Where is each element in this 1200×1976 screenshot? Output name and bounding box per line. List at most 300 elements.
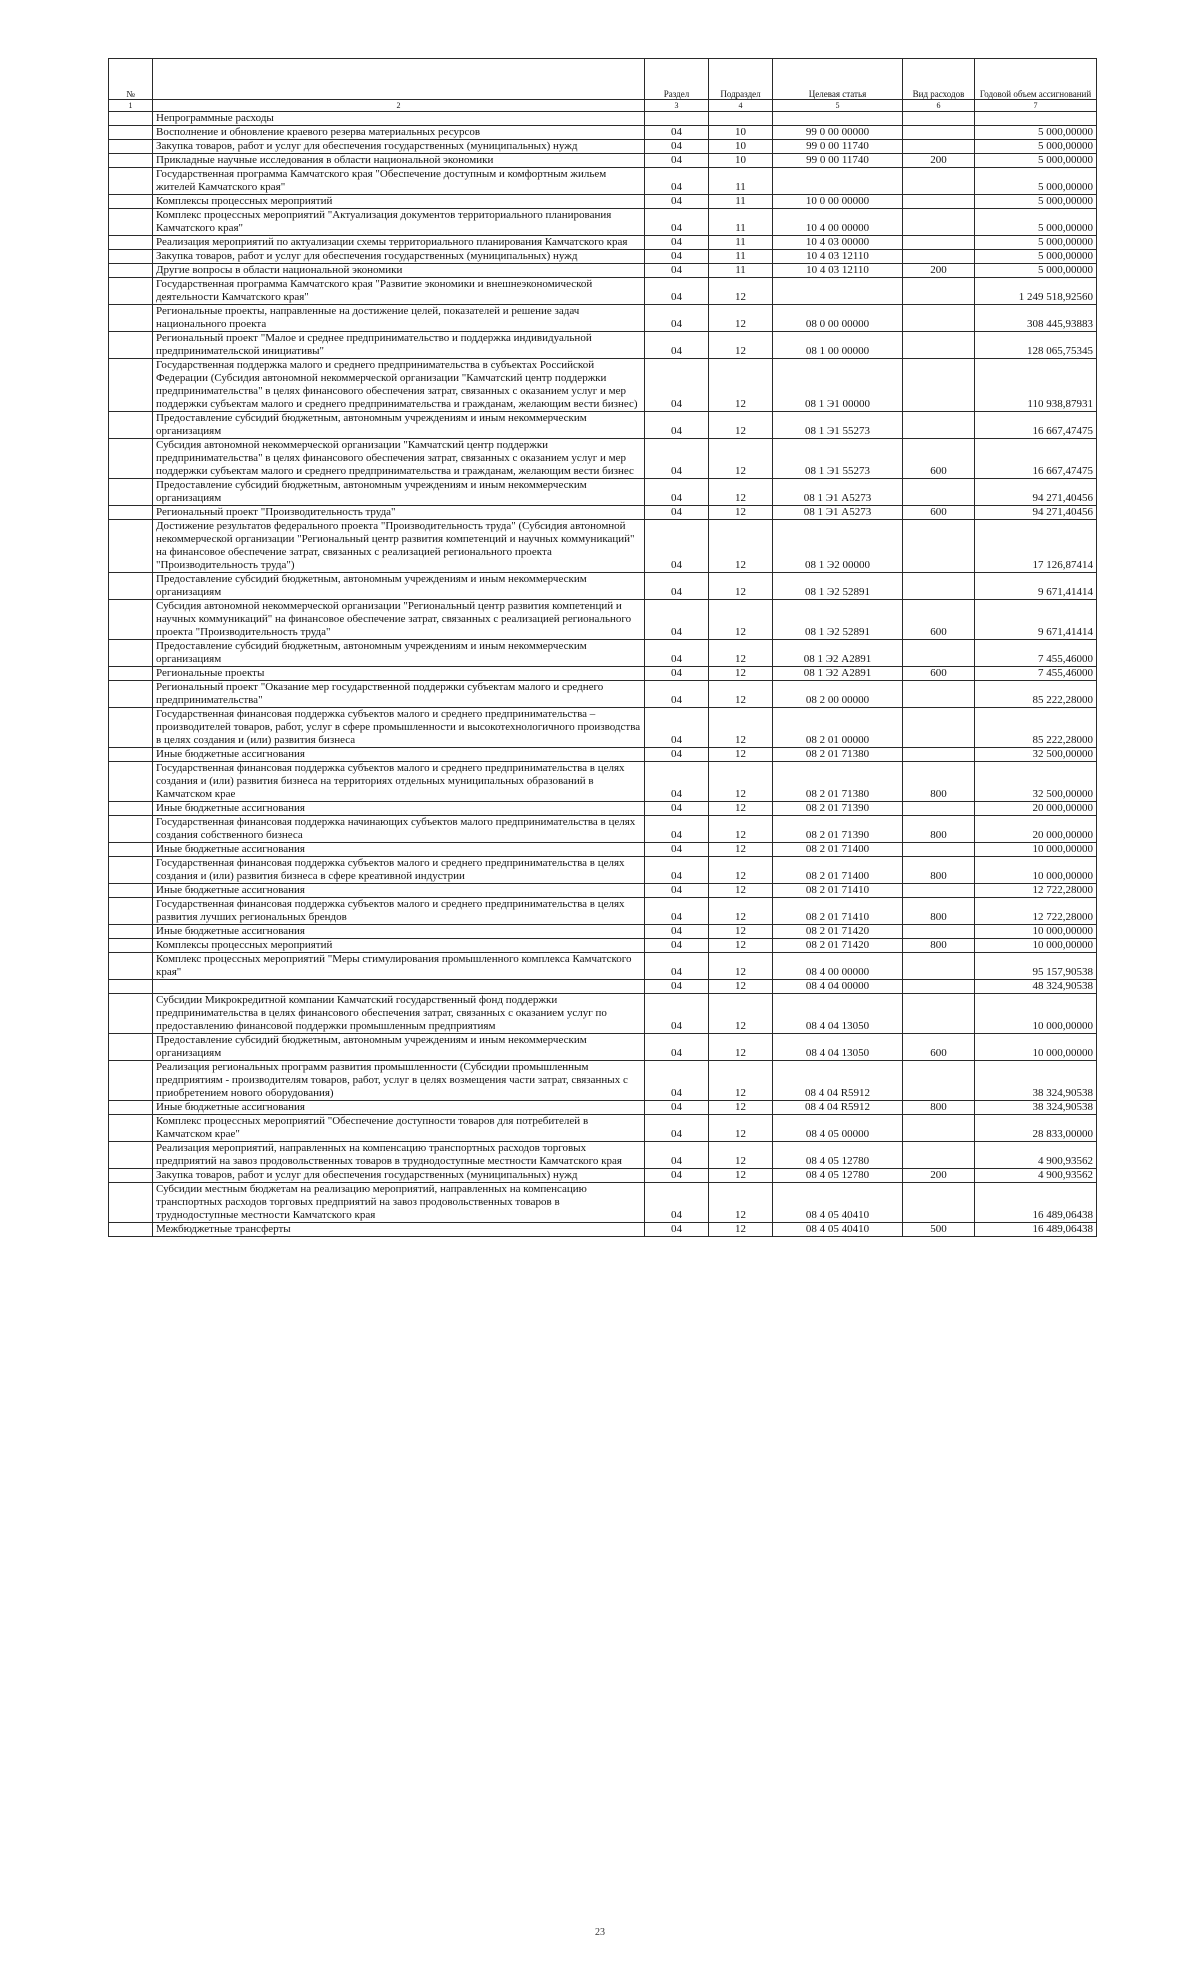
razdel-cell: 04 [645,412,709,439]
amount-cell: 10 000,00000 [975,857,1097,884]
table-row [109,359,1097,412]
podrazdel-cell: 12 [709,1183,773,1223]
razdel-cell: 04 [645,1034,709,1061]
row-no-cell [109,439,153,479]
amount-cell: 48 324,90538 [975,980,1097,994]
table-row [109,573,1097,600]
row-no-cell [109,681,153,708]
amount-cell: 85 222,28000 [975,708,1097,748]
expense-cell [903,112,975,126]
item-name: Комплексы процессных мероприятий [153,939,645,953]
podrazdel-cell: 12 [709,506,773,520]
podrazdel-cell: 11 [709,250,773,264]
row-no-cell [109,1101,153,1115]
item-name: Комплекс процессных мероприятий "Обеспечение доступности товаров для потребителей в Камчатском крае" [153,1115,645,1142]
target-cell: 08 1 Э1 55273 [773,439,903,479]
row-no-cell [109,154,153,168]
target-cell: 10 4 03 00000 [773,236,903,250]
expense-cell: 200 [903,1169,975,1183]
row-no-cell [109,1034,153,1061]
table-row [109,708,1097,748]
amount-cell: 4 900,93562 [975,1142,1097,1169]
expense-cell: 800 [903,898,975,925]
table-row [109,953,1097,980]
razdel-cell: 04 [645,1183,709,1223]
podrazdel-cell: 12 [709,520,773,573]
target-cell: 08 2 01 71400 [773,843,903,857]
row-no-cell [109,884,153,898]
expense-cell [903,195,975,209]
item-name: Государственная программа Камчатского края "Развитие экономики и внешнеэкономической деятельности Камчатского края" [153,278,645,305]
header-row [109,59,1097,100]
podrazdel-cell: 12 [709,667,773,681]
row-no-cell [109,209,153,236]
item-name: Реализация мероприятий по актуализации схемы территориального планирования Камчатского края [153,236,645,250]
table-row [109,412,1097,439]
row-no-cell [109,708,153,748]
amount-cell: 5 000,00000 [975,236,1097,250]
razdel-cell: 04 [645,681,709,708]
item-name: Комплекс процессных мероприятий "Актуализация документов территориального планирования Камчатского края" [153,209,645,236]
row-no-cell [109,898,153,925]
item-name: Предоставление субсидий бюджетным, автономным учреждениям и иным некоммерческим организациям [153,640,645,667]
item-name: Государственная финансовая поддержка субъектов малого и среднего предпринимательства – производителей товаров, работ, услуг в сфере промышленности и высокотехнологичного производства в целях создания и (или) развития бизнеса [153,708,645,748]
target-cell [773,168,903,195]
podrazdel-cell: 10 [709,140,773,154]
row-no-cell [109,112,153,126]
item-name: Субсидия автономной некоммерческой организации "Камчатский центр поддержки предпринимательства" в целях финансового обеспечения затрат, связанных с оказанием услуг и мер поддержки субъектам малого и среднего предпринимательства и гражданам, желающим вести бизнес [153,439,645,479]
table-row [109,332,1097,359]
index-cell: 1 [109,100,153,112]
razdel-cell: 04 [645,520,709,573]
row-no-cell [109,332,153,359]
item-name: Государственная поддержка малого и среднего предпринимательства в субъектах Российской Федерации (Субсидия автономной некоммерческой организации "Камчатский центр поддержки предпринимательства" в целях финансового обеспечения затрат, связанных с оказанием услуг и мер поддержки субъектам малого и среднего предпринимательства и гражданам, желающим вести бизнес) [153,359,645,412]
target-cell: 08 2 01 71420 [773,939,903,953]
amount-cell: 16 667,47475 [975,412,1097,439]
index-cell: 6 [903,100,975,112]
table-row [109,1169,1097,1183]
razdel-cell [645,112,709,126]
podrazdel-cell: 12 [709,479,773,506]
item-name: Предоставление субсидий бюджетным, автономным учреждениям и иным некоммерческим организациям [153,573,645,600]
amount-cell: 16 667,47475 [975,439,1097,479]
podrazdel-cell: 10 [709,154,773,168]
razdel-cell: 04 [645,479,709,506]
table-row [109,1061,1097,1101]
expense-cell [903,843,975,857]
podrazdel-cell: 12 [709,925,773,939]
item-name: Субсидии Микрокредитной компании Камчатский государственный фонд поддержки предпринимательства в целях финансового обеспечения затрат, связанных с оказанием услуг по предоставлению финансовой поддержки промышленным предприятиям [153,994,645,1034]
podrazdel-cell: 12 [709,762,773,802]
amount-cell: 38 324,90538 [975,1061,1097,1101]
amount-cell: 5 000,00000 [975,209,1097,236]
table-row [109,681,1097,708]
podrazdel-cell: 12 [709,802,773,816]
target-cell: 08 1 Э2 52891 [773,573,903,600]
row-no-cell [109,264,153,278]
target-cell: 08 4 05 12780 [773,1142,903,1169]
amount-cell: 110 938,87931 [975,359,1097,412]
item-name: Реализация региональных программ развития промышленности (Субсидии промышленным предприятиям - производителям товаров, работ, услуг в целях возмещения части затрат, связанных с приобретением нового оборудования) [153,1061,645,1101]
podrazdel-cell: 12 [709,857,773,884]
table-row [109,236,1097,250]
page-number: 23 [595,1927,605,1938]
table-row [109,479,1097,506]
header-name [153,59,645,100]
table-row [109,112,1097,126]
expense-cell: 800 [903,939,975,953]
index-cell: 4 [709,100,773,112]
row-no-cell [109,573,153,600]
item-name: Закупка товаров, работ и услуг для обеспечения государственных (муниципальных) нужд [153,250,645,264]
expense-cell: 600 [903,1034,975,1061]
expense-cell: 600 [903,439,975,479]
target-cell: 99 0 00 11740 [773,140,903,154]
razdel-cell: 04 [645,640,709,667]
razdel-cell: 04 [645,1115,709,1142]
item-name: Региональный проект "Оказание мер государственной поддержки субъектам малого и среднего предпринимательства" [153,681,645,708]
podrazdel-cell: 12 [709,843,773,857]
table-row [109,898,1097,925]
podrazdel-cell: 12 [709,939,773,953]
podrazdel-cell: 12 [709,1223,773,1237]
amount-cell: 5 000,00000 [975,250,1097,264]
row-no-cell [109,816,153,843]
item-name: Субсидии местным бюджетам на реализацию мероприятий, направленных на компенсацию транспортных расходов торговых предприятий на завоз продовольственных товаров в труднодоступные местности Камчатского края [153,1183,645,1223]
amount-cell [975,112,1097,126]
target-cell: 08 2 00 00000 [773,681,903,708]
item-name: Закупка товаров, работ и услуг для обеспечения государственных (муниципальных) нужд [153,140,645,154]
expense-cell [903,884,975,898]
razdel-cell: 04 [645,843,709,857]
expense-cell: 600 [903,506,975,520]
expense-cell [903,1142,975,1169]
table-row [109,168,1097,195]
amount-cell: 28 833,00000 [975,1115,1097,1142]
target-cell: 08 2 01 71410 [773,898,903,925]
row-no-cell [109,1142,153,1169]
table-row [109,264,1097,278]
target-cell [773,278,903,305]
item-name: Закупка товаров, работ и услуг для обеспечения государственных (муниципальных) нужд [153,1169,645,1183]
expense-cell [903,250,975,264]
expense-cell [903,520,975,573]
table-row [109,250,1097,264]
podrazdel-cell: 12 [709,994,773,1034]
razdel-cell: 04 [645,168,709,195]
amount-cell: 10 000,00000 [975,939,1097,953]
razdel-cell: 04 [645,762,709,802]
row-no-cell [109,994,153,1034]
razdel-cell: 04 [645,884,709,898]
row-no-cell [109,359,153,412]
item-name: Непрограммные расходы [153,112,645,126]
target-cell: 10 4 03 12110 [773,250,903,264]
header-podrazdel: Подраздел [709,59,773,100]
item-name: Предоставление субсидий бюджетным, автономным учреждениям и иным некоммерческим организациям [153,479,645,506]
amount-cell: 16 489,06438 [975,1183,1097,1223]
table-body [109,112,1097,1237]
table-row [109,925,1097,939]
item-name: Государственная финансовая поддержка субъектов малого и среднего предпринимательства в целях создания и (или) развития бизнеса на территориях отдельных муниципальных образований в Камчатском крае [153,762,645,802]
razdel-cell: 04 [645,126,709,140]
item-name: Предоставление субсидий бюджетным, автономным учреждениям и иным некоммерческим организациям [153,1034,645,1061]
expense-cell: 600 [903,600,975,640]
target-cell: 08 0 00 00000 [773,305,903,332]
expense-cell: 200 [903,154,975,168]
table-row [109,126,1097,140]
table-row [109,506,1097,520]
expense-cell [903,209,975,236]
item-name: Комплексы процессных мероприятий [153,195,645,209]
target-cell: 08 4 04 R5912 [773,1061,903,1101]
item-name: Иные бюджетные ассигнования [153,802,645,816]
target-cell: 08 2 01 71390 [773,802,903,816]
target-cell: 08 1 Э1 А5273 [773,506,903,520]
amount-cell: 20 000,00000 [975,802,1097,816]
podrazdel-cell: 12 [709,953,773,980]
razdel-cell: 04 [645,667,709,681]
item-name: Межбюджетные трансферты [153,1223,645,1237]
item-name: Комплекс процессных мероприятий "Меры стимулирования промышленного комплекса Камчатского края" [153,953,645,980]
expense-cell [903,708,975,748]
podrazdel-cell: 11 [709,264,773,278]
row-no-cell [109,980,153,994]
amount-cell: 10 000,00000 [975,843,1097,857]
podrazdel-cell: 12 [709,980,773,994]
amount-cell: 4 900,93562 [975,1169,1097,1183]
table-row [109,1183,1097,1223]
item-name: Прикладные научные исследования в области национальной экономики [153,154,645,168]
item-name: Государственная программа Камчатского края "Обеспечение доступным и комфортным жильем жителей Камчатского края" [153,168,645,195]
expense-cell [903,278,975,305]
target-cell [773,112,903,126]
target-cell: 08 2 01 71410 [773,884,903,898]
row-no-cell [109,520,153,573]
razdel-cell: 04 [645,209,709,236]
expense-cell [903,925,975,939]
table-row [109,140,1097,154]
expense-cell [903,412,975,439]
row-no-cell [109,939,153,953]
amount-cell: 17 126,87414 [975,520,1097,573]
razdel-cell: 04 [645,1223,709,1237]
row-no-cell [109,748,153,762]
row-no-cell [109,640,153,667]
expense-cell [903,573,975,600]
row-no-cell [109,762,153,802]
table-row [109,857,1097,884]
razdel-cell: 04 [645,264,709,278]
row-no-cell [109,1061,153,1101]
razdel-cell: 04 [645,980,709,994]
expense-cell [903,1061,975,1101]
amount-cell: 10 000,00000 [975,994,1097,1034]
amount-cell: 32 500,00000 [975,762,1097,802]
table-row [109,1223,1097,1237]
amount-cell: 10 000,00000 [975,1034,1097,1061]
razdel-cell: 04 [645,802,709,816]
row-no-cell [109,250,153,264]
expense-cell [903,140,975,154]
item-name: Региональный проект "Малое и среднее предпринимательство и поддержка индивидуальной предпринимательской инициативы" [153,332,645,359]
expense-cell: 800 [903,857,975,884]
row-no-cell [109,506,153,520]
target-cell: 08 2 01 00000 [773,708,903,748]
item-name: Региональный проект "Производительность труда" [153,506,645,520]
row-no-cell [109,1169,153,1183]
amount-cell: 1 249 518,92560 [975,278,1097,305]
podrazdel-cell: 12 [709,359,773,412]
expense-cell: 600 [903,667,975,681]
table-row [109,1142,1097,1169]
amount-cell: 12 722,28000 [975,898,1097,925]
table-row [109,667,1097,681]
podrazdel-cell: 11 [709,209,773,236]
header-expense: Вид расходов [903,59,975,100]
item-name: Государственная финансовая поддержка субъектов малого и среднего предпринимательства в целях создания и (или) развития бизнеса в сфере креативной индустрии [153,857,645,884]
item-name [153,980,645,994]
target-cell: 08 4 00 00000 [773,953,903,980]
table-row [109,980,1097,994]
row-no-cell [109,479,153,506]
podrazdel-cell: 12 [709,600,773,640]
table-row [109,640,1097,667]
podrazdel-cell: 12 [709,1061,773,1101]
razdel-cell: 04 [645,1061,709,1101]
razdel-cell: 04 [645,236,709,250]
podrazdel-cell: 12 [709,884,773,898]
target-cell: 10 4 00 00000 [773,209,903,236]
table-row [109,939,1097,953]
expense-cell [903,305,975,332]
budget-table [108,58,1097,1237]
table-row [109,884,1097,898]
header-razdel: Раздел [645,59,709,100]
razdel-cell: 04 [645,332,709,359]
row-no-cell [109,1223,153,1237]
table-row [109,762,1097,802]
amount-cell: 20 000,00000 [975,816,1097,843]
item-name: Государственная финансовая поддержка начинающих субъектов малого предпринимательства в целях создания собственного бизнеса [153,816,645,843]
item-name: Иные бюджетные ассигнования [153,1101,645,1115]
target-cell: 08 1 Э1 55273 [773,412,903,439]
podrazdel-cell: 12 [709,332,773,359]
podrazdel-cell [709,112,773,126]
table-row [109,439,1097,479]
amount-cell: 7 455,46000 [975,640,1097,667]
row-no-cell [109,1115,153,1142]
target-cell: 08 1 Э2 00000 [773,520,903,573]
razdel-cell: 04 [645,1169,709,1183]
expense-cell [903,479,975,506]
target-cell: 08 4 04 00000 [773,980,903,994]
row-no-cell [109,843,153,857]
razdel-cell: 04 [645,1142,709,1169]
razdel-cell: 04 [645,939,709,953]
target-cell: 08 1 Э2 А2891 [773,667,903,681]
row-no-cell [109,305,153,332]
row-no-cell [109,168,153,195]
podrazdel-cell: 12 [709,816,773,843]
table-row [109,802,1097,816]
amount-cell: 5 000,00000 [975,154,1097,168]
amount-cell: 128 065,75345 [975,332,1097,359]
table-row [109,195,1097,209]
target-cell: 08 1 Э1 00000 [773,359,903,412]
target-cell: 08 4 04 R5912 [773,1101,903,1115]
amount-cell: 5 000,00000 [975,195,1097,209]
item-name: Иные бюджетные ассигнования [153,748,645,762]
table-row [109,600,1097,640]
target-cell: 08 1 Э1 А5273 [773,479,903,506]
expense-cell [903,1115,975,1142]
razdel-cell: 04 [645,1101,709,1115]
table-row [109,520,1097,573]
target-cell: 08 1 Э2 А2891 [773,640,903,667]
row-no-cell [109,802,153,816]
razdel-cell: 04 [645,278,709,305]
table-row [109,816,1097,843]
amount-cell: 94 271,40456 [975,479,1097,506]
row-no-cell [109,278,153,305]
expense-cell [903,359,975,412]
header-target: Целевая статья [773,59,903,100]
razdel-cell: 04 [645,506,709,520]
razdel-cell: 04 [645,708,709,748]
target-cell: 08 4 04 13050 [773,1034,903,1061]
amount-cell: 308 445,93883 [975,305,1097,332]
expense-cell [903,748,975,762]
target-cell: 08 2 01 71380 [773,762,903,802]
table-row [109,843,1097,857]
target-cell: 99 0 00 11740 [773,154,903,168]
expense-cell [903,168,975,195]
amount-cell: 9 671,41414 [975,600,1097,640]
row-no-cell [109,667,153,681]
expense-cell [903,980,975,994]
index-cell: 7 [975,100,1097,112]
podrazdel-cell: 12 [709,305,773,332]
row-no-cell [109,126,153,140]
podrazdel-cell: 12 [709,640,773,667]
podrazdel-cell: 12 [709,412,773,439]
table-row [109,994,1097,1034]
target-cell: 08 4 04 13050 [773,994,903,1034]
item-name: Иные бюджетные ассигнования [153,843,645,857]
table-row [109,1115,1097,1142]
target-cell: 08 1 00 00000 [773,332,903,359]
expense-cell: 800 [903,816,975,843]
table-row [109,748,1097,762]
razdel-cell: 04 [645,925,709,939]
item-name: Достижение результатов федерального проекта "Производительность труда" (Субсидия автономной некоммерческой организации "Региональный центр развития компетенций и научных коммуникаций" на финансовое обеспечение затрат, связанных с реализацией регионального проекта "Производительность труда") [153,520,645,573]
podrazdel-cell: 11 [709,168,773,195]
expense-cell [903,332,975,359]
razdel-cell: 04 [645,953,709,980]
expense-cell [903,1183,975,1223]
item-name: Государственная финансовая поддержка субъектов малого и среднего предпринимательства в целях развития лучших региональных брендов [153,898,645,925]
razdel-cell: 04 [645,898,709,925]
podrazdel-cell: 12 [709,708,773,748]
row-no-cell [109,925,153,939]
target-cell: 08 2 01 71390 [773,816,903,843]
target-cell: 08 4 05 12780 [773,1169,903,1183]
amount-cell: 5 000,00000 [975,168,1097,195]
amount-cell: 16 489,06438 [975,1223,1097,1237]
row-no-cell [109,857,153,884]
target-cell: 08 1 Э2 52891 [773,600,903,640]
